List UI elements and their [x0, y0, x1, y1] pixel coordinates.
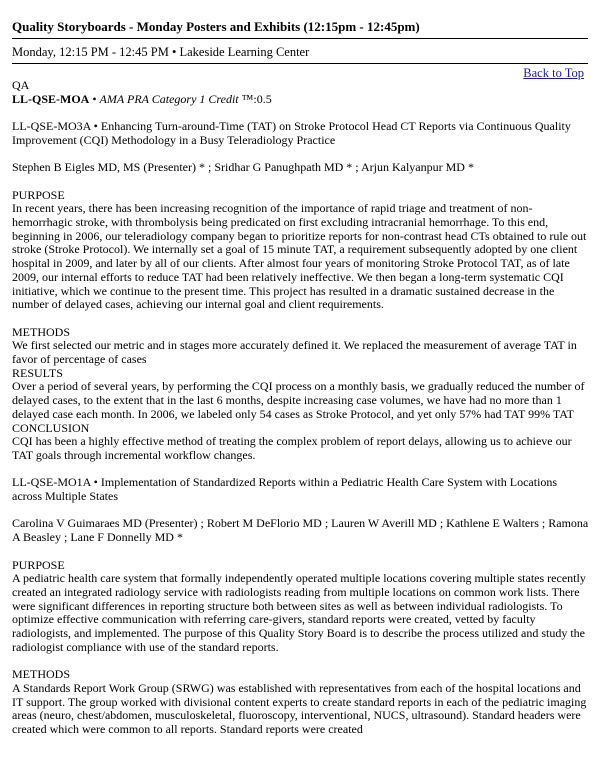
methods-text: A Standards Report Work Group (SRWG) was established with representatives from each of the hospital locations and IT support. The group worked with divisional content experts to create standard reports in each of the pediatric imaging areas (neuro, chest/abdomen, musculoskeletal, fluoroscopy, interventional, NUCS, ultrasound). Standard headers were created which were common to all reports. Standard reports were created [12, 680, 587, 736]
abstract-content [12, 79, 590, 737]
purpose-heading: PURPOSE [12, 557, 65, 572]
course-category: QA [12, 78, 30, 92]
results-heading: RESULTS [12, 365, 63, 380]
purpose-text: A pediatric health care system that formally independently operated multiple locations covering multiple states recently created an integrated radiology service with radiologists reading from multiple locations on common work lists. There were significant differences in reporting structure both between sites as well as between individual radiologists. To optimize effective communication with referring care-givers, standard reports were created, vetted by faculty radiologists, and implemented. The purpose of this Quality Story Board is to describe the process utilized and study the radiologist compliance with use of the standard reports. [12, 571, 586, 654]
abstract-title: LL-QSE-MO3A • Enhancing Turn-around-Time (TAT) on Stroke Protocol Head CT Reports via Continuous Quality Improvement (CQI) Methodology in a Busy Teleradiology Practice [12, 119, 571, 147]
page-title: Quality Storyboards - Monday Posters and Exhibits (12:15pm - 12:45pm) [12, 19, 420, 34]
back-to-top-link[interactable]: Back to Top [523, 66, 584, 80]
conclusion-heading: CONCLUSION [12, 420, 90, 435]
results-text: Over a period of several years, by performing the CQI process on a monthly basis, we gradually reduced the number of delayed cases, to the extent that in the last 6 months, despite increasing case volumes, we have had no more than 1 delayed case each month. In 2006, we labeled only 54 cases as Stroke Protocol, and yet only 57% had TAT 99% TAT [12, 379, 585, 421]
course-code: LL-QSE-MOA [12, 91, 90, 106]
credit-amount: ™:0.5 [238, 91, 272, 106]
methods-heading: METHODS [12, 667, 71, 682]
course-separator: • [89, 91, 100, 106]
methods-heading: METHODS [12, 324, 71, 339]
credit-type: AMA PRA Category 1 Credit [99, 91, 239, 106]
session-info: Monday, 12:15 PM - 12:45 PM • Lakeside Learning Center [12, 45, 310, 59]
title-divider [12, 38, 588, 39]
methods-text: We first selected our metric and in stages more accurately defined it. We replaced the measurement of average TAT in favor of percentage of cases [12, 338, 577, 366]
conclusion-text: CQI has been a highly effective method of treating the complex problem of report delays, allowing us to achieve our TAT goals through incremental workflow changes. [12, 434, 572, 462]
purpose-text: In recent years, there has been increasing recognition of the importance of rapid triage and treatment of non-hemorrhagic stroke, with thrombolysis being predicated on first excluding intracranial hemorrhage. To this end, beginning in 2006, our teleradiology company began to prioritize reports for non-contrast head CTs obtained to rule out stroke (Stroke Protocol). We internally set a goal of 15 minute TAT, a requirement subsequently adopted by one client hospital in 2009, and later by all of our clients. After almost four years of monitoring Stroke Protocol TAT, as of late 2009, our internal efforts to reduce TAT had been relatively ineffective. We then began a long-term systematic CQI initiative, which we continue to the present time. This project has resulted in a dramatic sustained decrease in the number of delayed cases, achieving our internal goal and client requirements. [12, 201, 587, 312]
purpose-heading: PURPOSE [12, 187, 65, 202]
session-divider [12, 63, 588, 64]
abstract-authors: Stephen B Eigles MD, MS (Presenter) * ; Sridhar G Panughpath MD * ; Arjun Kalyanpur MD * [12, 160, 474, 175]
abstract-title: LL-QSE-MO1A • Implementation of Standardized Reports within a Pediatric Health Care System with Locations across Multiple States [12, 475, 558, 504]
course-credit-line [12, 93, 590, 107]
abstract-authors: Carolina V Guimaraes MD (Presenter) ; Robert M DeFlorio MD ; Lauren W Averill MD ; Kathlene E Walters ; Ramona A Beasley ; Lane F Donnelly MD * [12, 516, 589, 545]
